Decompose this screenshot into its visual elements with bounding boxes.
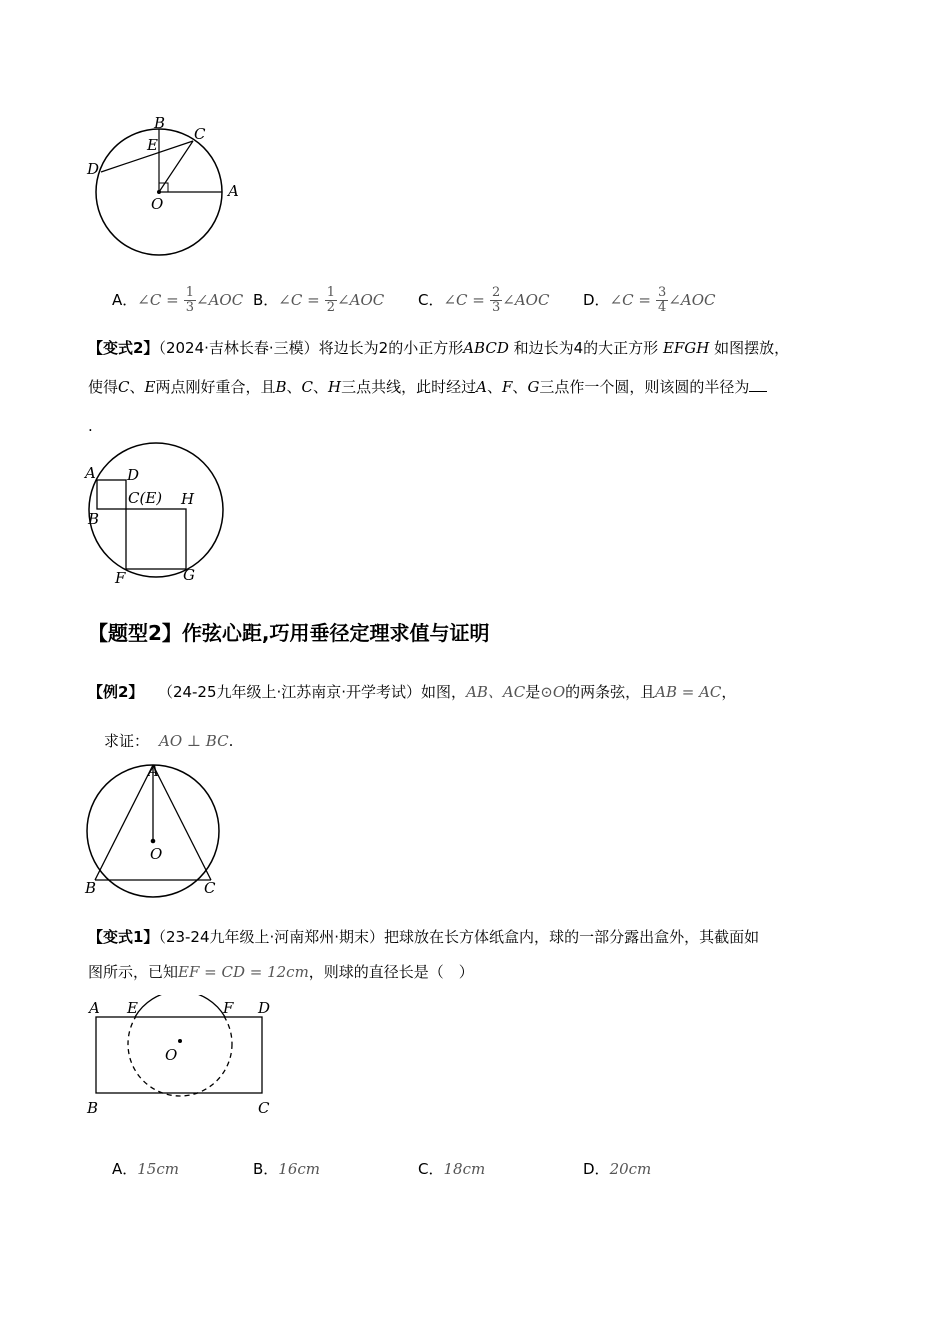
point-a: A — [476, 378, 487, 396]
option-suffix: ∠AOC — [668, 291, 716, 309]
fraction — [184, 286, 196, 315]
text-segment: 图所示，已知 — [88, 963, 179, 981]
label-A: A — [148, 762, 159, 780]
label-D: D — [87, 160, 100, 178]
figure-circle-chord-dc — [80, 110, 260, 270]
point-e: E — [144, 378, 156, 396]
option-value: 16cm — [278, 1160, 321, 1178]
point-g: G — [527, 378, 540, 396]
variant2-line2 — [88, 377, 767, 397]
text-segment: 的两条弦，且 — [565, 683, 656, 701]
label-B: B — [85, 879, 97, 897]
fraction-denominator: 2 — [326, 300, 336, 315]
label-CE: C(E) — [128, 489, 163, 507]
q4-option-b[interactable] — [253, 1158, 320, 1179]
option-suffix: ∠AOC — [196, 291, 244, 309]
point-f: F — [502, 378, 513, 396]
text-segment: ，则球的直径长是（ ） — [308, 963, 474, 981]
label-C: C — [194, 125, 206, 143]
label-E: E — [147, 136, 158, 154]
equal-chords-expr: AB = AC — [655, 683, 722, 701]
section-heading: 【题型2】作弦心距,巧用垂径定理求值与证明 — [88, 621, 490, 645]
text-segment: 三点作一个圆，则该圆的半径为 — [539, 378, 750, 396]
label-C: C — [258, 1099, 270, 1117]
variant2-line1 — [88, 338, 789, 358]
variant2-line3: . — [88, 417, 93, 435]
fraction-numerator: 3 — [658, 285, 667, 300]
label-A: A — [85, 464, 96, 482]
q1-option-c[interactable] — [418, 286, 549, 315]
circle-symbol: ⊙O — [540, 683, 566, 701]
q4-option-d[interactable] — [583, 1158, 651, 1179]
fraction-denominator: 3 — [185, 300, 195, 315]
option-letter: A． — [112, 1160, 138, 1178]
fraction — [656, 286, 668, 315]
label-O: O — [150, 845, 163, 863]
option-suffix: ∠AOC — [502, 291, 550, 309]
option-letter: C． — [418, 291, 444, 309]
text-segment: 使得 — [88, 378, 119, 396]
option-letter: A． — [112, 291, 138, 309]
variant1-tag: 【变式1】 — [88, 928, 159, 946]
option-prefix: ∠C = — [137, 291, 179, 309]
option-letter: B． — [253, 291, 279, 309]
point-b: B — [275, 378, 287, 396]
label-G: G — [183, 566, 195, 584]
q1-option-a[interactable] — [112, 286, 243, 315]
option-prefix: ∠C = — [443, 291, 485, 309]
prove-expr: AO ⊥ BC — [159, 732, 229, 750]
label-B: B — [154, 114, 166, 132]
label-A: A — [228, 182, 239, 200]
option-letter: D． — [583, 1160, 610, 1178]
option-prefix: ∠C = — [278, 291, 320, 309]
variant2-source: （2024·吉林长春·三模）将边长为2的小正方形 — [158, 339, 464, 357]
text-segment: 、 — [286, 378, 302, 396]
text-segment: . — [228, 732, 234, 750]
q1-option-d[interactable] — [583, 286, 716, 315]
fraction-denominator: 3 — [491, 300, 501, 315]
label-D: D — [258, 999, 271, 1017]
label-H: H — [181, 490, 195, 508]
variant2-end1: 如图摆放， — [709, 339, 790, 357]
fraction-numerator: 1 — [326, 285, 336, 300]
option-letter: D． — [583, 291, 610, 309]
variant1-text: （23-24九年级上·河南郑州·期末）把球放在长方体纸盒内，球的一部分露出盒外，其截面如 — [158, 928, 760, 946]
option-letter: B． — [253, 1160, 279, 1178]
option-value: 20cm — [609, 1160, 652, 1178]
point-h: H — [328, 378, 342, 396]
figure-squares-in-circle — [80, 440, 240, 590]
label-B: B — [88, 510, 100, 528]
example2-source: （24-25九年级上·江苏南京·开学考试）如图， — [165, 683, 467, 701]
figure-triangle-in-circle — [78, 760, 238, 900]
fraction-numerator: 2 — [491, 285, 501, 300]
label-E: E — [127, 999, 138, 1017]
option-value: 18cm — [443, 1160, 486, 1178]
text-segment: 、 — [512, 378, 528, 396]
fraction — [490, 286, 502, 315]
label-F: F — [223, 999, 234, 1017]
square-efgh: EFGH — [662, 339, 710, 357]
variant1-line2 — [88, 962, 474, 982]
text-segment: 、 — [313, 378, 329, 396]
option-prefix: ∠C = — [609, 291, 651, 309]
text-segment: 是 — [525, 683, 541, 701]
answer-blank[interactable] — [749, 377, 767, 392]
label-D: D — [127, 466, 140, 484]
variant1-line1 — [88, 927, 759, 947]
label-C: C — [204, 879, 216, 897]
fraction — [325, 286, 337, 315]
figure-ball-in-box — [82, 995, 282, 1120]
point-c: C — [301, 378, 314, 396]
label-O: O — [165, 1046, 178, 1064]
option-letter: C． — [418, 1160, 444, 1178]
chords-expr: AB、AC — [466, 683, 526, 701]
label-F: F — [115, 569, 126, 587]
text-segment: ， — [721, 683, 737, 701]
point-c: C — [118, 378, 130, 396]
label-O: O — [151, 195, 164, 213]
variant2-tag: 【变式2】 — [88, 339, 159, 357]
q4-option-c[interactable] — [418, 1158, 485, 1179]
variant2-mid: 和边长为4的大正方形 — [508, 339, 663, 357]
square-abcd: ABCD — [463, 339, 509, 357]
q1-option-b[interactable] — [253, 286, 384, 315]
length-expr: EF = CD = 12cm — [178, 963, 309, 981]
fraction-numerator: 1 — [185, 285, 195, 300]
text-segment: 三点共线，此时经过 — [341, 378, 477, 396]
q4-option-a[interactable] — [112, 1158, 179, 1179]
fraction-denominator: 4 — [658, 300, 667, 315]
prove-label: 求证： — [104, 732, 150, 750]
option-value: 15cm — [137, 1160, 179, 1178]
label-A: A — [89, 999, 100, 1017]
text-segment: 、 — [486, 378, 502, 396]
example2-line1 — [88, 682, 736, 702]
text-segment: 、 — [129, 378, 145, 396]
example2-tag: 【例2】 — [88, 683, 144, 701]
text-segment: 两点刚好重合，且 — [155, 378, 276, 396]
example2-line2 — [104, 731, 233, 751]
label-B: B — [87, 1099, 99, 1117]
option-suffix: ∠AOC — [337, 291, 385, 309]
